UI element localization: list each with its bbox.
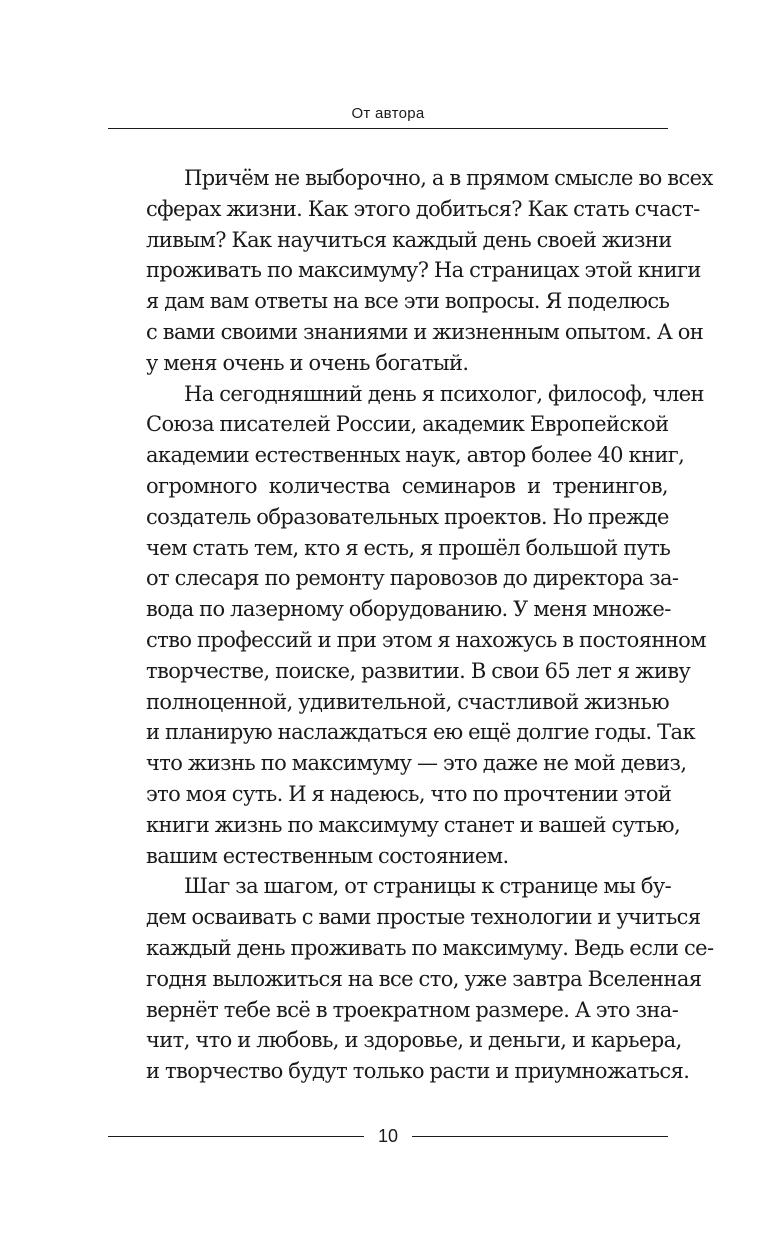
text-line: Союза писателей России, академик Европейской	[146, 412, 669, 437]
text-line: от слесаря по ремонту паровозов до директора за-	[146, 566, 679, 591]
text-line: дем осваивать с вами простые технологии и учиться	[146, 905, 701, 930]
text-line: ливым? Как научиться каждый день своей жизни	[146, 227, 672, 252]
text-line: это моя суть. И я надеюсь, что по прочтении этой	[146, 781, 672, 806]
text-line: академии естественных наук, автор более 40 книг,	[146, 443, 685, 468]
text-line: вернёт тебе всё в троекратном размере. А это зна-	[146, 997, 679, 1022]
text-line: годня выложиться на все сто, уже завтра Вселенная	[146, 966, 702, 991]
text-line: ство профессий и при этом я нахожусь в постоянном	[146, 627, 706, 652]
text-line: сферах жизни. Как этого добиться? Как стать счаст-	[146, 196, 700, 221]
text-line: я дам вам ответы на все эти вопросы. Я поделюсь	[146, 289, 670, 314]
text-line: творчестве, поиске, развитии. В свои 65 лет я живу	[146, 658, 691, 683]
footer-rule-right	[412, 1136, 668, 1137]
text-line: На сегодняшний день я психолог, философ, член	[184, 381, 704, 406]
paragraph-1	[108, 163, 713, 379]
text-line: чем стать тем, кто я есть, я прошёл большой путь	[146, 535, 671, 560]
body-text	[108, 163, 714, 1087]
text-line: полноценной, удивительной, счастливой жизнью	[146, 689, 670, 714]
text-line: проживать по максимуму? На страницах этой книги	[146, 258, 701, 283]
paragraph-3	[108, 871, 714, 1087]
text-line: и планирую наслаждаться ею ещё долгие годы. Так	[146, 720, 695, 745]
text-line: Причём не выборочно, а в прямом смысле во всех	[184, 166, 713, 190]
page-footer	[108, 1122, 668, 1150]
text-line: с вами своими знаниями и жизненным опытом. А он	[146, 319, 704, 344]
text-line: что жизнь по максимуму — это даже не мой девиз,	[146, 751, 687, 776]
text-line: и творчество будут только расти и приумножаться.	[146, 1059, 690, 1084]
text-line: чит, что и любовь, и здоровье, и деньги, и карьера,	[146, 1028, 682, 1053]
page-number: 10	[377, 1126, 399, 1146]
paragraph-2	[108, 379, 706, 872]
text-line: создатель образовательных проектов. Но прежде	[146, 504, 669, 529]
footer-rule-left	[108, 1136, 364, 1137]
text-line: книги жизнь по максимуму станет и вашей сутью,	[146, 812, 681, 837]
running-head: От автора	[108, 100, 668, 129]
text-line: Шаг за шагом, от страницы к странице мы бу-	[184, 874, 672, 899]
text-line: вашим естественным состоянием.	[146, 843, 509, 868]
text-line: вода по лазерному оборудованию. У меня множе-	[146, 597, 671, 622]
text-line: каждый день проживать по максимуму. Ведь если се-	[146, 935, 714, 960]
text-line: огромного количества семинаров и тренингов,	[146, 473, 668, 498]
text-line: у меня очень и очень богатый.	[146, 350, 469, 375]
